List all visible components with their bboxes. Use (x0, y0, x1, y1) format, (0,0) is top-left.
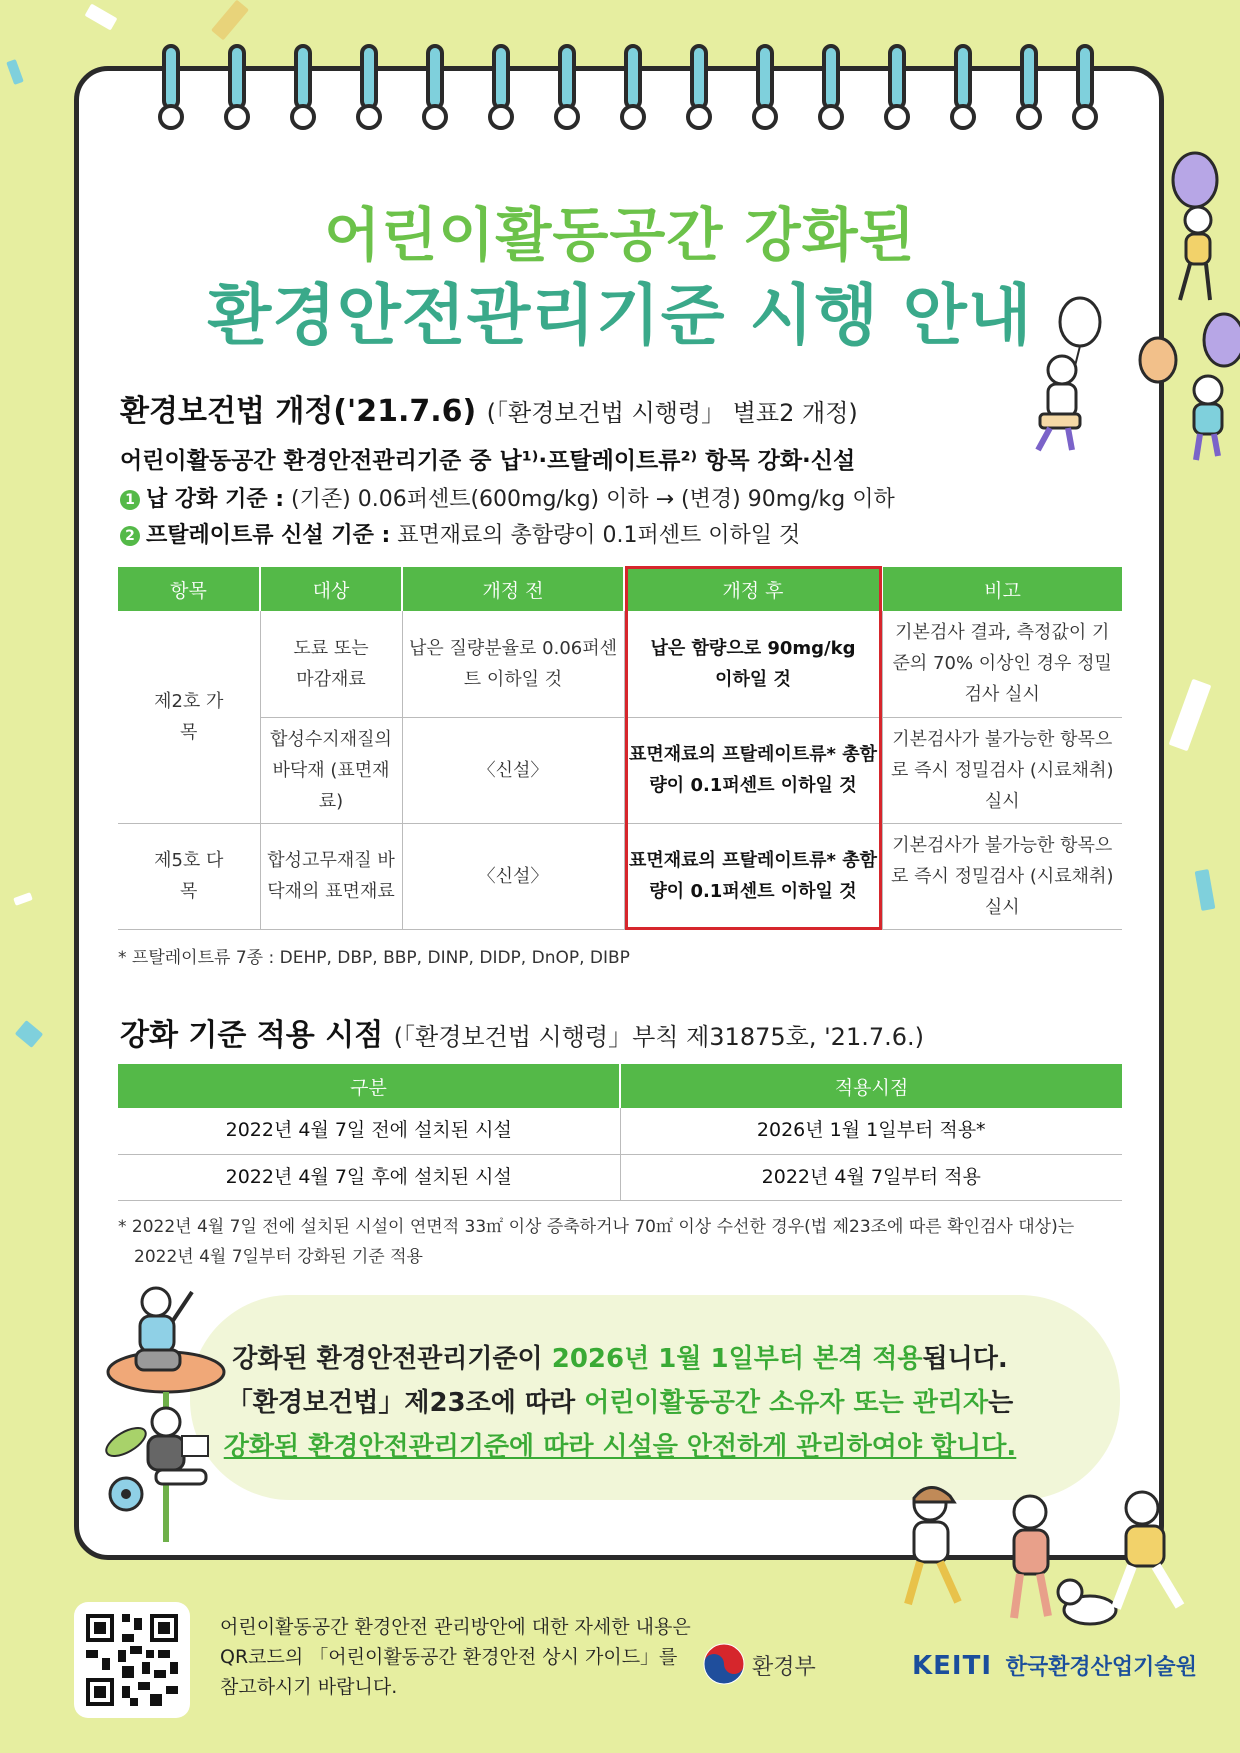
spiral-ring (884, 44, 910, 136)
message-text: 됩니다. (922, 1344, 1008, 1374)
confetti (85, 3, 118, 30)
message-highlight: 강화된 환경안전관리기준에 따라 시설을 안전하게 관리하여야 합니다. (223, 1432, 1017, 1462)
message-highlight: 어린이활동공간 소유자 또는 관리자 (584, 1388, 989, 1418)
spiral-ring (686, 44, 712, 136)
table-header: 구분 (118, 1064, 620, 1108)
spiral-ring (554, 44, 580, 136)
table-cell: 2026년 1월 1일부터 적용* (620, 1108, 1122, 1154)
section1-heading (120, 386, 858, 430)
footer-text-line: 참고하시기 바랍니다. (220, 1676, 398, 1698)
table2-footnote-line2: 2022년 4월 7일부터 강화된 기준 적용 (134, 1247, 423, 1267)
table-header-row (118, 567, 1122, 611)
table-cell: 2022년 4월 7일 전에 설치된 시설 (118, 1108, 620, 1154)
title-line2: 환경안전관리기준 시행 안내 (207, 277, 1033, 354)
spiral-ring (620, 44, 646, 136)
phthalate-standard-text: 표면재료의 총함량이 0.1퍼센트 이하일 것 (390, 523, 801, 548)
table-header: 항목 (118, 567, 260, 611)
standards-table (118, 567, 1122, 930)
spiral-ring (422, 44, 448, 136)
table-cell: 2022년 4월 7일부터 적용 (620, 1154, 1122, 1200)
table-cell: 2022년 4월 7일 후에 설치된 시설 (118, 1154, 620, 1200)
table-header: 대상 (260, 567, 402, 611)
title-line1: 어린이활동공간 강화된 (324, 201, 916, 269)
table-row (118, 611, 1122, 717)
application-table (118, 1064, 1122, 1201)
spiral-ring (818, 44, 844, 136)
qr-code-icon (74, 1602, 190, 1718)
table-cell: 기본검사가 불가능한 항목으로 즉시 정밀검사 (시료채취) 실시 (882, 823, 1122, 929)
highlight-box (625, 566, 882, 930)
spiral-ring (158, 44, 184, 136)
confetti (13, 892, 33, 906)
table-cell: 〈신설〉 (402, 717, 624, 823)
phthalate-standard-label: 프탈레이트류 신설 기준 : (146, 523, 391, 548)
number-badge: 2 (120, 526, 140, 546)
confetti (6, 59, 24, 85)
table-header: 개정 전 (402, 567, 624, 611)
section1-heading-text: 환경보건법 개정('21.7.6) (120, 394, 477, 429)
ministry-emblem-icon (702, 1642, 746, 1686)
table-cell: 도료 또는 마감재료 (260, 611, 402, 717)
spiral-ring (488, 44, 514, 136)
keiti-logo (912, 1650, 1197, 1681)
table2-footnote-line1: * 2022년 4월 7일 전에 설치된 시설이 연면적 33㎡ 이상 증축하거나 70㎡ 이상 수선한 경우(법 제23조에 따른 확인검사 대상)는 (118, 1217, 1075, 1237)
confetti (15, 1020, 43, 1048)
footer-text-line: QR코드의 「어린이활동공간 환경안전 상시 가이드」를 (220, 1646, 678, 1668)
table-header: 비고 (882, 567, 1122, 611)
lead-standard-label: 납 강화 기준 : (146, 487, 285, 512)
confetti (211, 0, 249, 40)
message-highlight: 2026년 1월 1일부터 본격 적용 (551, 1344, 923, 1374)
running-kids-illustration (880, 1468, 1220, 1648)
section2-heading-text: 강화 기준 적용 시점 (120, 1018, 384, 1053)
table-cell: 〈신설〉 (402, 823, 624, 929)
table-cell: 표면재료의 프탈레이트류* 총함량이 0.1퍼센트 이하일 것 (624, 823, 882, 929)
phthalate-standard-line (120, 518, 800, 549)
spiral-ring (356, 44, 382, 136)
footer-text-line: 어린이활동공간 환경안전 관리방안에 대한 자세한 내용은 (220, 1616, 691, 1638)
spiral-ring (290, 44, 316, 136)
lead-standard-text: (기존) 0.06퍼센트(600mg/kg) 이하 → (변경) 90mg/kg 이하 (284, 487, 895, 512)
section1-intro: 어린이활동공간 환경안전관리기준 중 납¹⁾·프탈레이트류²⁾ 항목 강화·신설 (120, 448, 856, 474)
ministry-logo-text: 환경부 (752, 1655, 816, 1680)
qr-code[interactable] (74, 1602, 190, 1718)
table-cell: 합성고무재질 바닥재의 표면재료 (260, 823, 402, 929)
message-text: 「환경보건법」제23조에 따라 (226, 1388, 585, 1418)
section1-heading-sub: (「환경보건법 시행령」 별표2 개정) (486, 399, 858, 427)
table-cell: 납은 함량으로 90mg/kg 이하일 것 (624, 611, 882, 717)
table-cell: 표면재료의 프탈레이트류* 총함량이 0.1퍼센트 이하일 것 (624, 717, 882, 823)
table-cell: 합성수지재질의 바닥재 (표면재료) (260, 717, 402, 823)
table1-footnote: * 프탈레이트류 7종 : DEHP, DBP, BBP, DINP, DIDP, DnOP, DIBP (118, 948, 630, 968)
section2-heading (120, 1010, 924, 1054)
footer-text (220, 1612, 691, 1702)
table-row (118, 717, 1122, 823)
lead-standard-line (120, 482, 895, 513)
message-text: 강화된 환경안전관리기준이 (232, 1344, 552, 1374)
table-header-row (118, 1064, 1122, 1108)
spiral-ring (752, 44, 778, 136)
table-row (118, 1154, 1122, 1200)
spiral-ring (1016, 44, 1042, 136)
section2-heading-sub: (「환경보건법 시행령」부칙 제31875호, '21.7.6.) (393, 1023, 924, 1051)
keiti-name: 한국환경산업기술원 (1005, 1655, 1197, 1680)
table-cell-group: 제2호 가목 (118, 611, 260, 823)
number-badge: 1 (120, 490, 140, 510)
table-row (118, 823, 1122, 929)
spiral-ring (950, 44, 976, 136)
table-header: 개정 후 (624, 567, 882, 611)
table-cell: 납은 질량분율로 0.06퍼센트 이하일 것 (402, 611, 624, 717)
table-cell: 기본검사 결과, 측정값이 기준의 70% 이상인 경우 정밀검사 실시 (882, 611, 1122, 717)
table-cell: 기본검사가 불가능한 항목으로 즉시 정밀검사 (시료채취) 실시 (882, 717, 1122, 823)
confetti (1169, 679, 1212, 752)
table-header: 적용시점 (620, 1064, 1122, 1108)
table-cell-group: 제5호 다목 (118, 823, 260, 929)
spiral-ring (1072, 44, 1098, 136)
flower-kids-illustration (96, 1282, 236, 1552)
keiti-mark: KEITI (912, 1651, 992, 1681)
message-text: 는 (988, 1388, 1014, 1418)
table-row (118, 1108, 1122, 1154)
spiral-ring (224, 44, 250, 136)
confetti (1195, 869, 1216, 911)
